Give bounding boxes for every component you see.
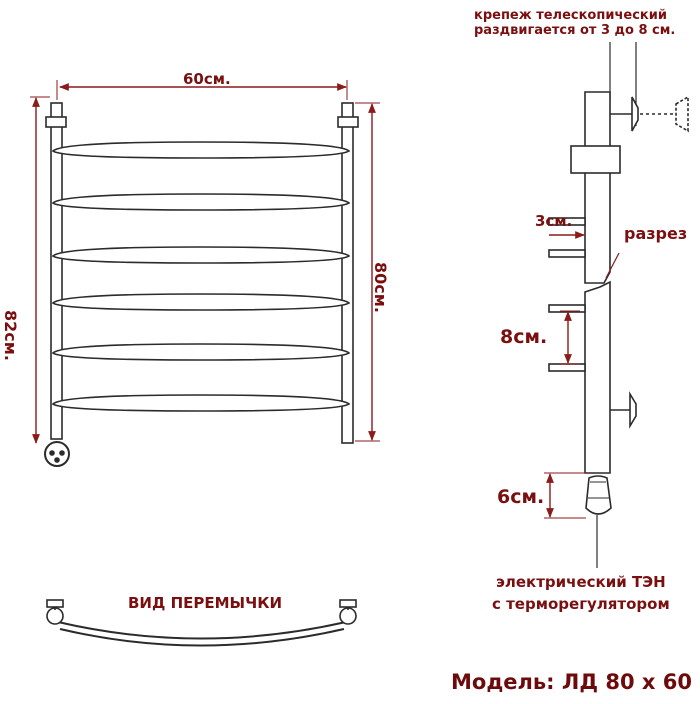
- bridge-arc: [58, 622, 346, 639]
- bridge-view-label: ВИД ПЕРЕМЫЧКИ: [128, 594, 283, 612]
- cut-label: разрез: [624, 224, 688, 243]
- right-riser: [342, 103, 353, 443]
- suction-cup-icon: [610, 394, 636, 426]
- rung-stub: [549, 250, 585, 257]
- height-label: 80см.: [371, 262, 390, 313]
- side-clamp: [571, 146, 620, 173]
- rung-stub: [549, 364, 585, 371]
- heater-plug-icon: [45, 442, 69, 466]
- spacing-label: 3см.: [535, 212, 573, 230]
- bridge-clamp-icon: [340, 600, 356, 624]
- heater-label-line2: с терморегулятором: [492, 595, 670, 613]
- rung: [53, 395, 349, 411]
- suction-cup-icon: [610, 97, 688, 131]
- heater-label: [492, 571, 670, 615]
- model-label: Модель: ЛД 80 х 60: [451, 670, 692, 694]
- rung: [53, 247, 349, 263]
- side-riser-lower: [585, 282, 610, 473]
- rung: [53, 194, 349, 210]
- rung: [53, 294, 349, 310]
- left-riser-clamp: [46, 117, 66, 127]
- heater-label-line1: электрический ТЭН: [495, 573, 666, 591]
- mount-note: [474, 8, 675, 38]
- front-view: [45, 103, 358, 466]
- right-riser-clamp: [338, 117, 358, 127]
- offset-label: 8см.: [500, 326, 548, 348]
- side-dimensions: [544, 235, 586, 518]
- rung: [53, 142, 349, 158]
- side-riser-upper: [585, 92, 610, 283]
- width-label: 60см.: [183, 70, 231, 88]
- rungs: [53, 142, 349, 411]
- heater-gap-label: 6см.: [497, 486, 545, 508]
- mount-note-line1: крепеж телескопический: [474, 8, 667, 23]
- side-view: [549, 42, 688, 568]
- rung: [53, 344, 349, 360]
- total-height-label: 82см.: [1, 310, 20, 361]
- bridge-clamp-icon: [47, 600, 63, 624]
- mount-note-line2: раздвигается от 3 до 8 см.: [474, 23, 676, 38]
